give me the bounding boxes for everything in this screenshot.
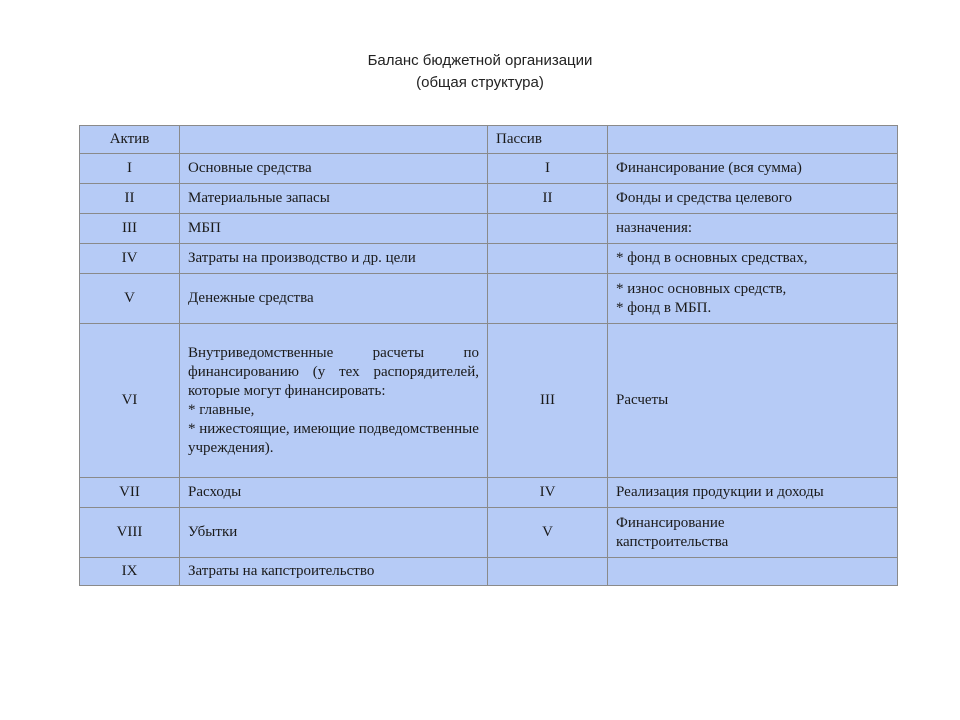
- liability-number: V: [488, 508, 608, 558]
- liability-number: [488, 558, 608, 586]
- balance-table: [79, 125, 898, 586]
- title-line-1: Баланс бюджетной организации: [367, 52, 593, 69]
- liability-number: [488, 274, 608, 324]
- asset-number: I: [80, 154, 180, 184]
- asset-text: МБП: [180, 214, 488, 244]
- asset-text: Материальные запасы: [180, 184, 488, 214]
- asset-number: VIII: [80, 508, 180, 558]
- header-aktiv: Актив: [80, 126, 180, 154]
- liability-text: [608, 274, 898, 324]
- asset-line: * нижестоящие, имеющие подведомственные учреждения).: [188, 420, 479, 456]
- asset-line: Внутриведомственные расчеты по финансированию (у тех распорядителей, которые могут финансировать:: [188, 344, 479, 399]
- liability-number: [488, 214, 608, 244]
- liability-text: [608, 558, 898, 586]
- liability-number: I: [488, 154, 608, 184]
- liability-text: * фонд в основных средствах,: [608, 244, 898, 274]
- liability-text: [608, 508, 898, 558]
- liability-line: * износ основных средств,: [616, 280, 787, 297]
- header-empty-1: [180, 126, 488, 154]
- asset-number: IV: [80, 244, 180, 274]
- liability-number: II: [488, 184, 608, 214]
- asset-number: V: [80, 274, 180, 324]
- asset-number: II: [80, 184, 180, 214]
- table-row: [80, 184, 898, 214]
- table-row: [80, 508, 898, 558]
- asset-number: VII: [80, 478, 180, 508]
- liability-text: назначения:: [608, 214, 898, 244]
- liability-number: [488, 244, 608, 274]
- table-row: [80, 244, 898, 274]
- liability-line: капстроительства: [616, 533, 729, 550]
- liability-line: * фонд в МБП.: [616, 299, 712, 316]
- asset-number: IX: [80, 558, 180, 586]
- asset-number: III: [80, 214, 180, 244]
- table-row: [80, 274, 898, 324]
- liability-line: Финансирование: [616, 514, 725, 531]
- header-empty-2: [608, 126, 898, 154]
- asset-number: VI: [80, 324, 180, 478]
- asset-text: Основные средства: [180, 154, 488, 184]
- liability-number: III: [488, 324, 608, 478]
- liability-text: Финансирование (вся сумма): [608, 154, 898, 184]
- table-header-row: [80, 126, 898, 154]
- header-passiv: Пассив: [488, 126, 608, 154]
- liability-number: IV: [488, 478, 608, 508]
- liability-text: Фонды и средства целевого: [608, 184, 898, 214]
- table-row: [80, 558, 898, 586]
- title-line-2: (общая структура): [416, 74, 544, 91]
- asset-line: * главные,: [188, 401, 255, 418]
- table-row: [80, 214, 898, 244]
- asset-text: Денежные средства: [180, 274, 488, 324]
- asset-text: Затраты на капстроительство: [180, 558, 488, 586]
- page-title: [0, 50, 960, 94]
- liability-text: Реализация продукции и доходы: [608, 478, 898, 508]
- table-row: [80, 154, 898, 184]
- liability-text: Расчеты: [608, 324, 898, 478]
- asset-text: Убытки: [180, 508, 488, 558]
- asset-text: [180, 324, 488, 478]
- asset-text: Затраты на производство и др. цели: [180, 244, 488, 274]
- table-row: [80, 324, 898, 478]
- asset-text: Расходы: [180, 478, 488, 508]
- table-row: [80, 478, 898, 508]
